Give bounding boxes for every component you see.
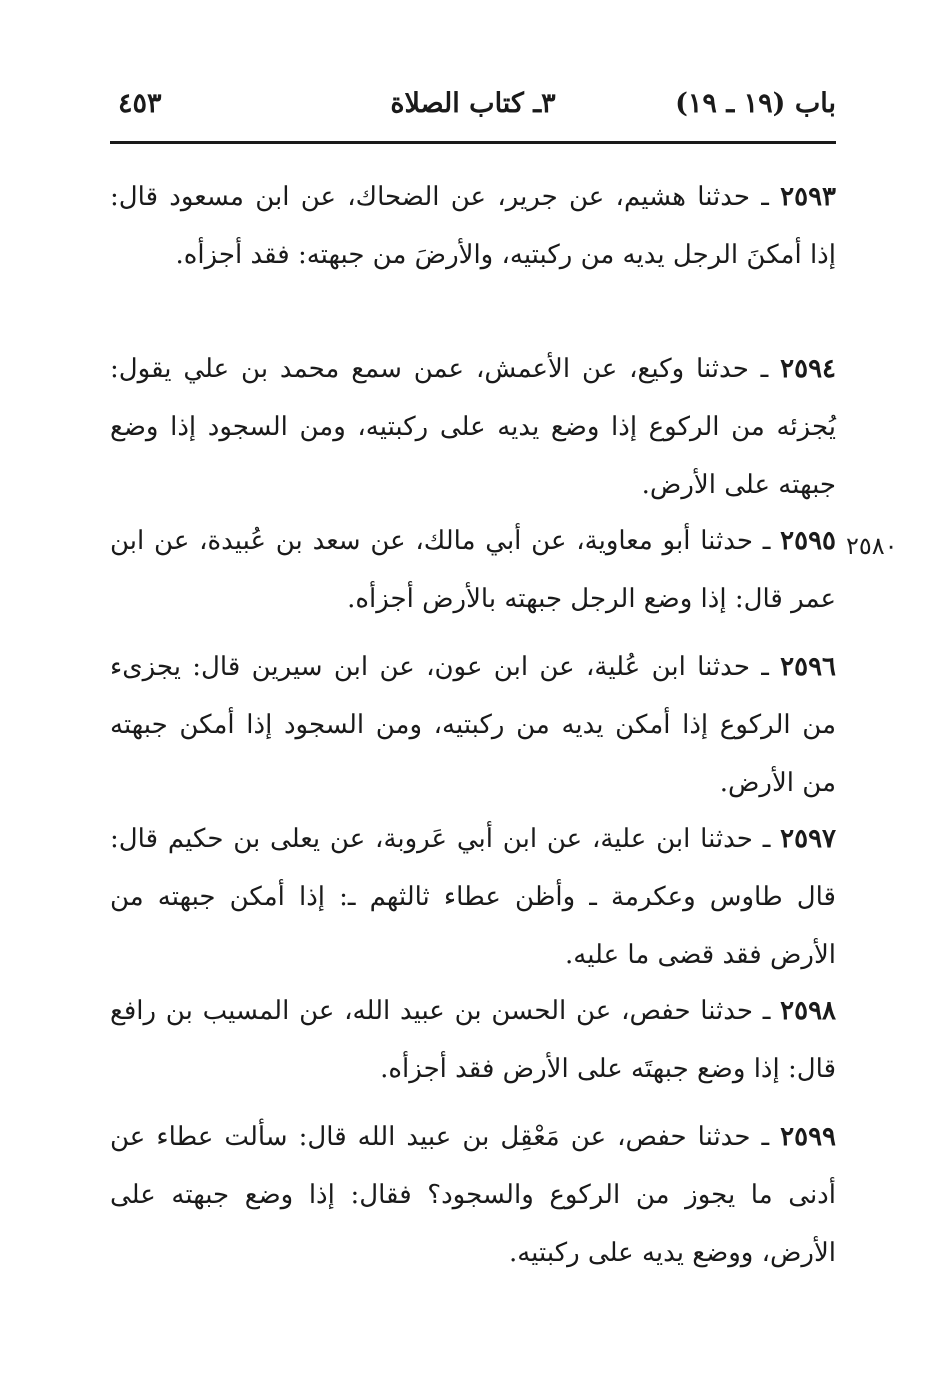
hadith-text: ـ حدثنا وكيع، عن الأعمش، عمن سمع محمد بن علي يقول: يُجزئه من الركوع إذا وضع يديه على ركبتيه، ومن السجود إذا وضع جبهته على الأرض. [110, 354, 836, 500]
header-rule [110, 141, 836, 144]
hadith-text: ـ حدثنا حفص، عن مَعْقِل بن عبيد الله قال: سألت عطاء عن أدنى ما يجوز من الركوع والسجود؟ فقال: إذا وضع جبهته على الأرض، ووضع يديه على ركبتيه. [110, 1122, 836, 1268]
hadith-entry [110, 512, 836, 628]
hadith-number: ٢٥٩٨ [780, 996, 837, 1026]
chapter-reference: باب (١٩ ـ ١٩) [675, 88, 836, 119]
hadith-entry [110, 982, 836, 1098]
hadith-entry [110, 340, 836, 514]
hadith-number: ٢٥٩٥ [780, 526, 836, 556]
margin-reference-number: ٢٥٨٠ [846, 532, 898, 560]
book-title: ٣ـ كتاب الصلاة [390, 88, 556, 119]
hadith-entry [110, 168, 836, 284]
running-header [110, 88, 836, 136]
hadith-number: ٢٥٩٦ [780, 652, 837, 682]
hadith-number: ٢٥٩٩ [780, 1122, 836, 1152]
hadith-number: ٢٥٩٧ [780, 824, 837, 854]
hadith-entry [110, 1108, 836, 1282]
hadith-text: ـ حدثنا حفص، عن الحسن بن عبيد الله، عن المسيب بن رافع قال: إذا وضع جبهتَه على الأرض فقد أجزأه. [110, 996, 836, 1084]
hadith-text: ـ حدثنا ابن علية، عن ابن أبي عَروبة، عن يعلى بن حكيم قال: قال طاوس وعكرمة ـ وأظن عطاء ثالثهم ـ: إذا أمكن جبهته من الأرض فقد قضى ما عليه. [110, 824, 836, 970]
hadith-text: ـ حدثنا أبو معاوية، عن أبي مالك، عن سعد بن عُبيدة، عن ابن عمر قال: إذا وضع الرجل جبهته بالأرض أجزأه. [110, 526, 836, 614]
page-number: ٤٥٣ [118, 88, 162, 119]
hadith-entry [110, 638, 836, 812]
hadith-text: ـ حدثنا هشيم، عن جرير، عن الضحاك، عن ابن مسعود قال: إذا أمكنَ الرجل يديه من ركبتيه، والأرضَ من جبهته: فقد أجزأه. [110, 182, 836, 270]
hadith-text: ـ حدثنا ابن عُلية، عن ابن عون، عن ابن سيرين قال: يجزىء من الركوع إذا أمكن يديه من ركبتيه، ومن السجود إذا أمكن جبهته من الأرض. [110, 652, 836, 798]
hadith-number: ٢٥٩٤ [780, 354, 837, 384]
hadith-number: ٢٥٩٣ [780, 182, 836, 212]
hadith-entry [110, 810, 836, 984]
